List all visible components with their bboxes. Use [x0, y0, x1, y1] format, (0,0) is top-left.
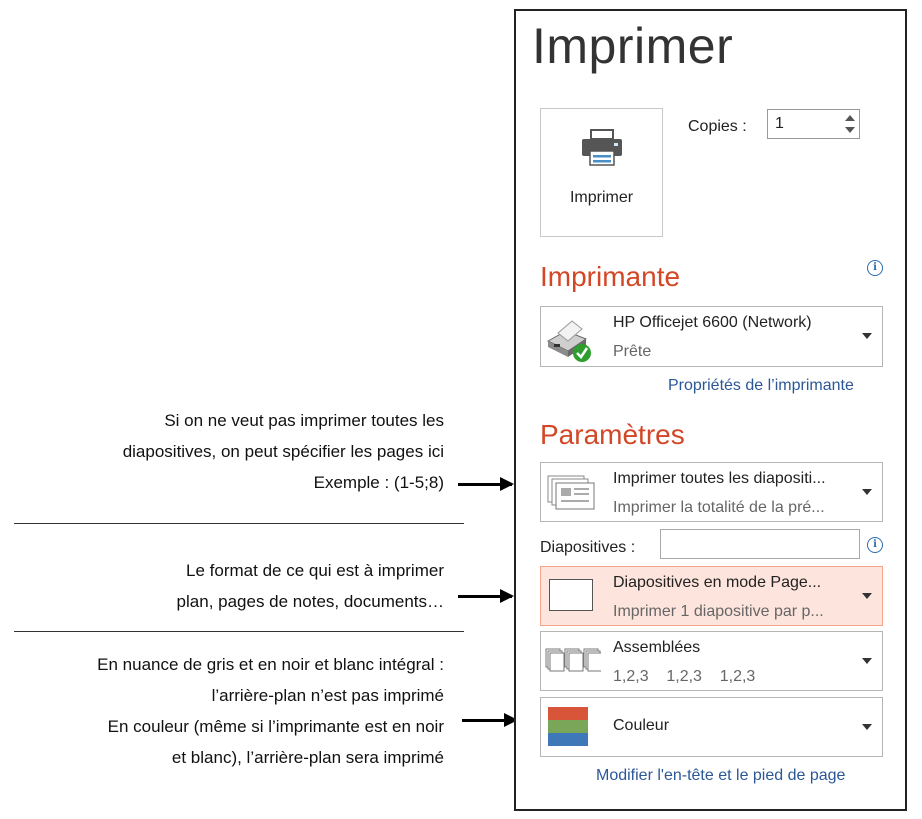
slides-info-icon[interactable]: i	[867, 537, 883, 553]
collation-dropdown[interactable]	[540, 631, 883, 691]
arrow-layout	[458, 595, 512, 598]
annotation-layout	[177, 555, 444, 617]
slides-range-dropdown[interactable]	[540, 462, 883, 522]
spin-up-icon[interactable]	[845, 115, 855, 121]
printer-name: HP Officejet 6600 (Network)	[613, 314, 812, 331]
layout-main: Diapositives en mode Page...	[613, 574, 822, 591]
annotation-slides-range	[123, 405, 444, 498]
separator-line	[14, 631, 464, 632]
page-title: Imprimer	[532, 18, 734, 74]
collation-main: Assemblées	[613, 639, 701, 656]
settings-section-title: Paramètres	[540, 419, 685, 450]
slides-label: Diapositives :	[540, 539, 636, 556]
chevron-down-icon	[862, 593, 872, 599]
slides-range-main: Imprimer toutes les diapositi...	[613, 470, 826, 487]
printer-icon	[580, 129, 624, 167]
annotation-line: En nuance de gris et en noir et blanc intégral :	[97, 655, 444, 674]
print-button[interactable]	[540, 108, 663, 237]
annotation-line: et blanc), l’arrière-plan sera imprimé	[171, 748, 444, 767]
chevron-down-icon	[862, 658, 872, 664]
chevron-down-icon	[862, 333, 872, 339]
printer-info-icon[interactable]: i	[867, 260, 883, 276]
color-dropdown[interactable]	[540, 697, 883, 757]
annotation-line: Le format de ce qui est à imprimer	[186, 561, 444, 580]
header-footer-link[interactable]: Modifier l'en-tête et le pied de page	[596, 767, 846, 784]
annotation-line: plan, pages de notes, documents…	[176, 592, 444, 611]
annotation-line: Exemple : (1-5;8)	[313, 473, 444, 492]
annotation-line: diapositives, on peut spécifier les pages ici	[122, 442, 444, 461]
annotation-line: En couleur (même si l’imprimante est en noir	[107, 717, 444, 736]
annotation-line: Si on ne veut pas imprimer toutes les	[164, 411, 444, 430]
printer-section-title: Imprimante	[540, 261, 681, 292]
layout-sub: Imprimer 1 diapositive par p...	[613, 603, 824, 620]
collation-sub: 1,2,3 1,2,3 1,2,3	[613, 668, 756, 685]
color-main: Couleur	[613, 717, 670, 734]
chevron-down-icon	[862, 724, 872, 730]
copies-value: 1	[775, 115, 784, 132]
slides-range-sub: Imprimer la totalité de la pré...	[613, 499, 825, 516]
print-panel	[514, 9, 907, 811]
print-button-label: Imprimer	[569, 189, 634, 206]
annotation-line: l’arrière-plan n’est pas imprimé	[211, 686, 444, 705]
collated-icon	[545, 648, 601, 674]
annotation-color	[97, 649, 444, 773]
color-swatch-icon	[548, 707, 588, 746]
copies-stepper[interactable]	[767, 109, 860, 139]
chevron-down-icon	[862, 489, 872, 495]
slide-layout-icon	[549, 579, 593, 611]
arrow-color	[462, 719, 516, 722]
arrow-slides-range	[458, 483, 512, 486]
spin-down-icon[interactable]	[845, 127, 855, 133]
all-slides-icon	[547, 475, 597, 511]
printer-dropdown[interactable]	[540, 306, 883, 367]
copies-label: Copies :	[688, 118, 747, 135]
printer-properties-link[interactable]: Propriétés de l’imprimante	[668, 377, 854, 394]
separator-line	[14, 523, 464, 524]
printer-ready-icon	[544, 313, 594, 363]
slides-input[interactable]	[660, 529, 860, 559]
printer-status: Prête	[613, 343, 652, 360]
layout-dropdown[interactable]	[540, 566, 883, 626]
